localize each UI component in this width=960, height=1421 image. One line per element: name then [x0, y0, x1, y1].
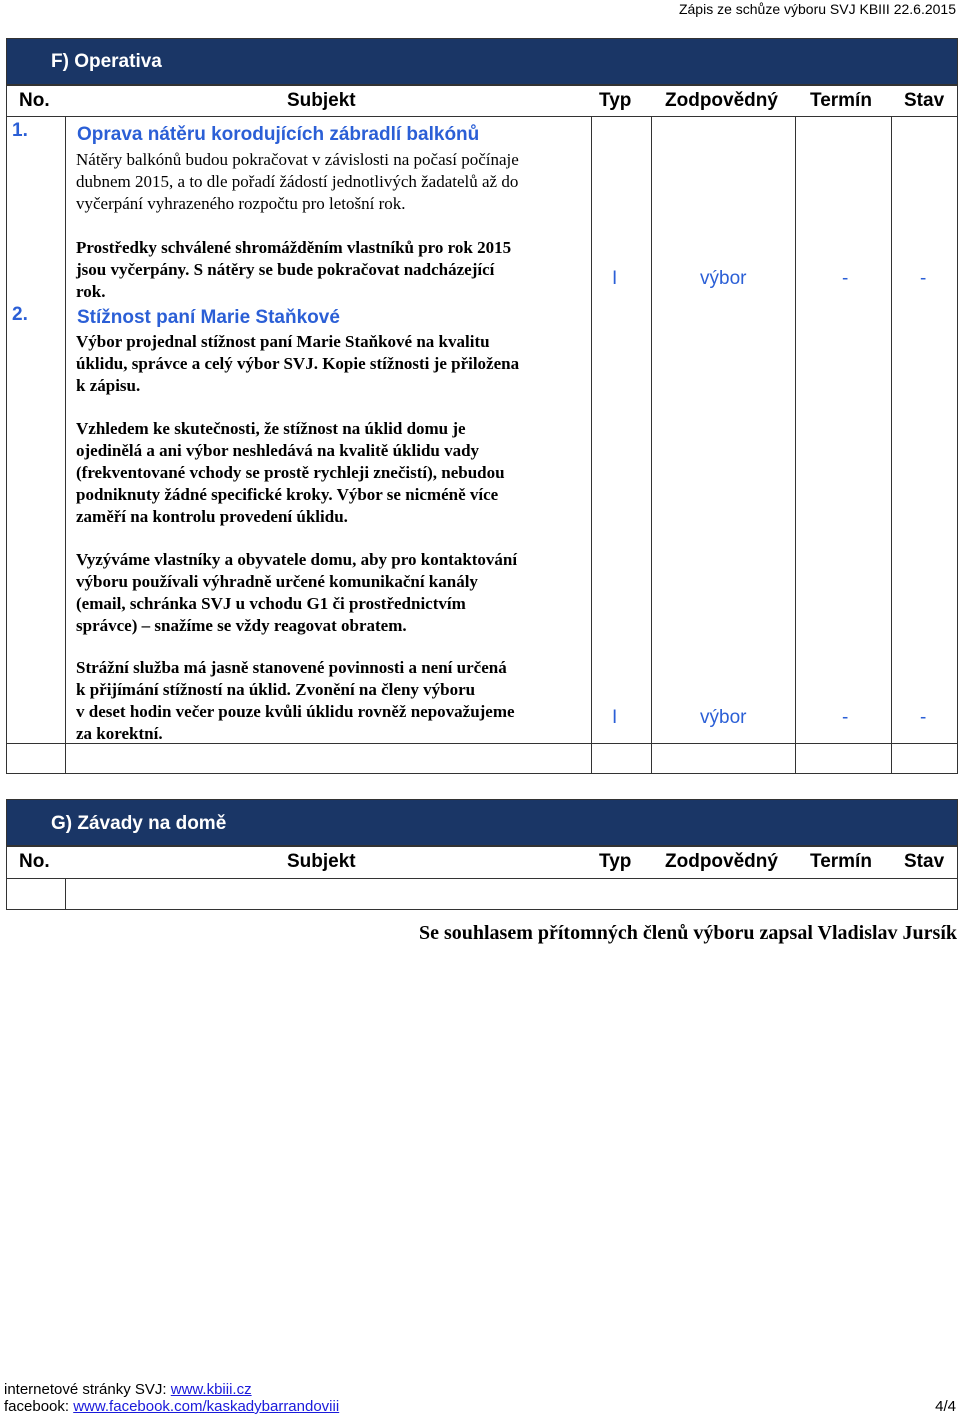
- col-status: Stav: [904, 90, 945, 111]
- col-responsible: Zodpovědný: [665, 90, 778, 111]
- footer-web: [4, 1381, 252, 1398]
- col-subject: Subjekt: [287, 851, 356, 872]
- footer-fb-label: facebook:: [4, 1398, 74, 1415]
- item-2-title: Stížnost paní Marie Staňkové: [77, 307, 340, 328]
- section-g-table: [6, 879, 958, 910]
- col-status: Stav: [904, 851, 945, 872]
- section-g-column-header: [6, 846, 958, 879]
- item-2-text-2: Vzhledem ke skutečnosti, že stížnost na úklid domu je ojedinělá a ani výbor neshledává na kvalitě úklidu vady (frekventované vchody se prostě rychleji znečistí), nebudou podniknuty žádné specifické kroky. Výbor se nicméně více zaměří na kontrolu provedení úklidu.: [76, 419, 505, 526]
- footer-web-label: internetové stránky SVJ:: [4, 1381, 171, 1398]
- col-deadline: Termín: [810, 90, 872, 111]
- item-1-deadline: -: [842, 268, 849, 289]
- section-f-bar: [6, 38, 958, 85]
- item-2-status: -: [920, 707, 927, 728]
- item-2-number: 2.: [12, 304, 28, 325]
- item-2-text-3: Vyzýváme vlastníky a obyvatele domu, aby pro kontaktování výboru používali výhradně určené komunikační kanály (email, schránka SVJ u vchodu G1 či prostřednictvím správce) – snažíme se vždy reagovat obratem.: [76, 550, 518, 635]
- item-1-text-1: Nátěry balkónů budou pokračovat v závislosti na počasí počínaje dubnem 2015, a to dle pořadí žádostí jednotlivých žadatelů až do vyčerpání vyhrazeného rozpočtu pro letošní rok.: [76, 150, 519, 213]
- col-subject: Subjekt: [287, 90, 356, 111]
- item-1-responsible: výbor: [700, 268, 747, 289]
- item-2-responsible: výbor: [700, 707, 747, 728]
- section-g-bar: [6, 799, 958, 846]
- item-2-type: I: [612, 707, 618, 728]
- item-2-deadline: -: [842, 707, 849, 728]
- signature-line: Se souhlasem přítomných členů výboru zapsal Vladislav Jursík: [418, 922, 957, 944]
- item-1-title: Oprava nátěru korodujících zábradlí balkónů: [77, 124, 480, 145]
- footer-facebook: [4, 1398, 339, 1415]
- col-no: No.: [19, 90, 50, 111]
- page-number: 4/4: [935, 1398, 956, 1415]
- item-1-number: 1.: [12, 120, 28, 141]
- footer-web-link[interactable]: www.kbiii.cz: [170, 1381, 252, 1398]
- section-g-title: G) Závady na domě: [51, 813, 227, 834]
- item-1-type: I: [612, 268, 618, 289]
- item-1-text-2: Prostředky schválené shromážděním vlastníků pro rok 2015 jsou vyčerpány. S nátěry se bude pokračovat nadcházející rok.: [76, 238, 512, 301]
- footer-fb-link[interactable]: www.facebook.com/kaskadybarrandoviii: [73, 1398, 340, 1415]
- item-2-text-4: Strážní služba má jasně stanovené povinnosti a není určená k přijímání stížností na úklid. Zvonění na členy výboru v deset hodin večer pouze kvůli úklidu rovněž nepovažujeme za korektní.: [76, 658, 515, 743]
- item-1-status: -: [920, 268, 927, 289]
- section-f-column-header: [6, 85, 958, 117]
- col-type: Typ: [599, 851, 632, 872]
- section-f-title: F) Operativa: [51, 51, 162, 72]
- col-type: Typ: [599, 90, 632, 111]
- col-deadline: Termín: [810, 851, 872, 872]
- document-header: Zápis ze schůze výboru SVJ KBIII 22.6.2015: [678, 1, 956, 17]
- item-2-text-1: Výbor projednal stížnost paní Marie Staňkové na kvalitu úklidu, správce a celý výbor SVJ. Kopie stížnosti je přiložena k zápisu.: [76, 332, 520, 395]
- col-responsible: Zodpovědný: [665, 851, 778, 872]
- col-no: No.: [19, 851, 50, 872]
